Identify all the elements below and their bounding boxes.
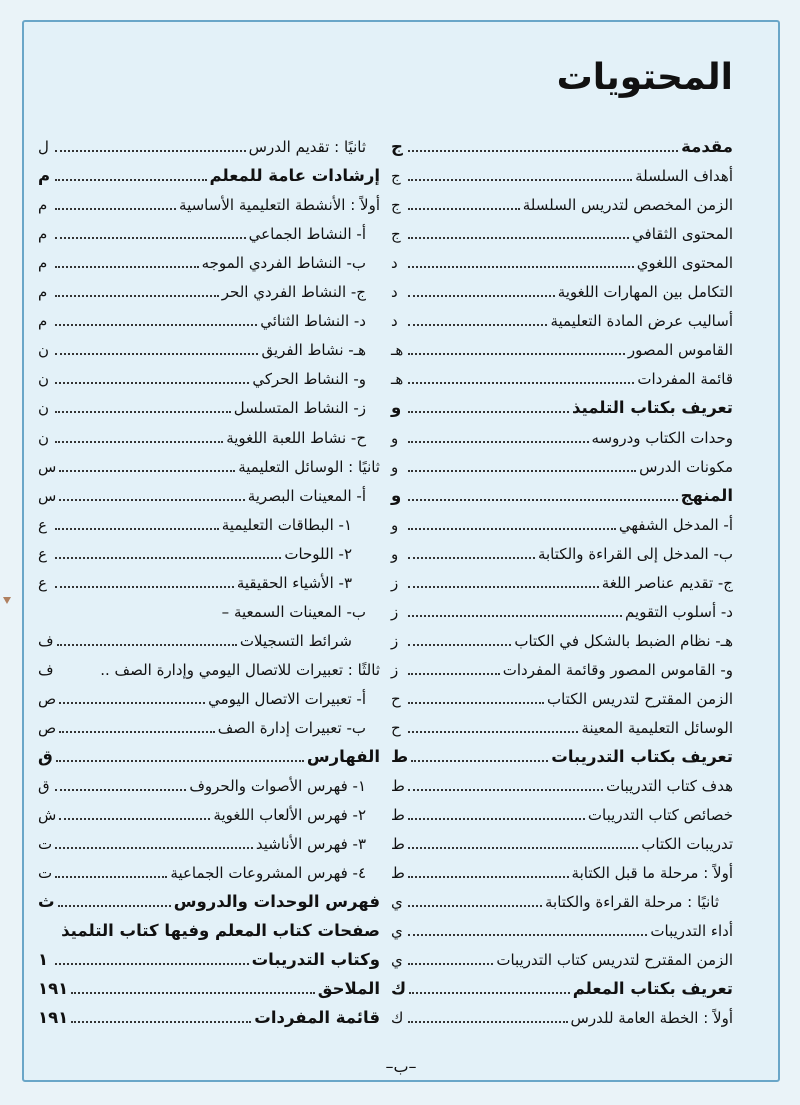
toc-entry-label: ثانيًا : الوسائل التعليمية: [238, 457, 380, 476]
toc-entry-label: هدف كتاب التدريبات: [605, 777, 733, 796]
toc-entry-label: أولاً : مرحلة ما قبل الكتابة: [571, 864, 733, 883]
toc-entry-page: م: [38, 225, 48, 244]
toc-entry-label: تعريف بكتاب المعلم: [572, 979, 733, 999]
toc-entry-label: أ- النشاط الجماعي: [248, 225, 366, 244]
toc-entry-label: تعريف بكتاب التلميذ: [571, 398, 733, 418]
toc-leader-dots: [408, 731, 578, 733]
toc-leader-dots: [55, 353, 258, 355]
toc-leader-dots: [408, 818, 585, 820]
toc-entry: [391, 942, 733, 971]
toc-entry: [38, 216, 380, 245]
toc-entry: [38, 884, 380, 913]
toc-leader-dots: [409, 992, 570, 994]
toc-leader-dots: [408, 963, 493, 965]
toc-entry: [38, 1000, 380, 1029]
toc-entry-page: و: [391, 515, 399, 534]
toc-entry-label: د- النشاط الثنائي: [260, 312, 366, 331]
toc-leader-dots: [55, 441, 223, 443]
toc-entry-label: مكونات الدرس: [639, 457, 733, 476]
toc-entry: [391, 361, 733, 390]
toc-entry-label: ج- النشاط الفردي الحر: [221, 283, 366, 302]
toc-leader-dots: [408, 557, 535, 559]
toc-entry: [391, 390, 733, 419]
toc-entry-page: ي: [391, 922, 403, 941]
toc-entry: [38, 826, 380, 855]
toc-entry-page: ط: [391, 747, 409, 767]
toc-leader-dots: [408, 237, 629, 239]
toc-entry: [391, 739, 733, 768]
toc-entry: [38, 855, 380, 884]
toc-leader-dots: [56, 760, 304, 762]
toc-leader-dots: [408, 441, 589, 443]
toc-leader-dots: [59, 818, 210, 820]
toc-entry-label: وحدات الكتاب ودروسه: [591, 428, 733, 447]
toc-entry-label: ١- البطاقات التعليمية: [221, 515, 352, 534]
toc-entry-label: المحتوى اللغوي: [636, 254, 733, 273]
toc-leader-dots: [55, 789, 186, 791]
toc-entry-page: د: [391, 312, 398, 331]
toc-entry-label: و- النشاط الحركي: [252, 370, 366, 389]
toc-entry-page: ث: [38, 892, 55, 912]
toc-entry-page: ك: [391, 979, 407, 999]
toc-entry-label: إرشادات عامة للمعلم: [209, 166, 380, 186]
toc-entry-page: ن: [38, 370, 50, 389]
toc-entry-page: ق: [38, 777, 50, 796]
toc-entry-page: ف: [38, 631, 54, 650]
toc-left-column: [38, 129, 380, 1029]
toc-entry-page: م: [38, 166, 51, 186]
toc-entry-label: ب- المدخل إلى القراءة والكتابة: [537, 544, 733, 563]
toc-leader-dots: [55, 295, 219, 297]
toc-entry-label: ب- النشاط الفردي الموجه: [201, 254, 366, 273]
toc-entry: [391, 565, 733, 594]
toc-entry: [391, 303, 733, 332]
toc-entry-label: الملاحق: [317, 979, 380, 999]
toc-leader-dots: [55, 382, 249, 384]
toc-entry-label: أداء التدريبات: [650, 922, 733, 941]
toc-leader-dots: [58, 905, 171, 907]
toc-entry: [391, 536, 733, 565]
toc-entry-page: س: [38, 457, 57, 476]
toc-leader-dots: [408, 615, 622, 617]
toc-entry-label: هـ- نظام الضبط بالشكل في الكتاب: [514, 631, 733, 650]
toc-entry-label: ح- نشاط اللعبة اللغوية: [226, 428, 366, 447]
toc-leader-dots: [408, 411, 569, 413]
toc-entry: [391, 216, 733, 245]
toc-entry-label: خصائص كتاب التدريبات: [587, 806, 733, 825]
toc-leader-dots: [408, 208, 520, 210]
margin-mark-icon: [3, 597, 11, 604]
toc-entry-page: ز: [391, 573, 399, 592]
toc-entry: [38, 507, 380, 536]
toc-leader-dots: [55, 557, 281, 559]
toc-entry-label: تعريف بكتاب التدريبات: [551, 747, 733, 767]
toc-entry: [38, 245, 380, 274]
toc-leader-dots: [408, 644, 511, 646]
toc-leader-dots: [408, 586, 599, 588]
toc-entry-page: م: [38, 312, 48, 331]
toc-entry-page: ك: [391, 1009, 404, 1028]
toc-entry-page: م: [38, 283, 48, 302]
toc-leader-dots: [408, 905, 542, 907]
toc-entry-label: ٢- فهرس الألعاب اللغوية: [213, 806, 366, 825]
toc-entry-label: ز- النشاط المتسلسل: [233, 399, 366, 418]
toc-leader-dots: [59, 499, 244, 501]
toc-entry-label: أولاً : الأنشطة التعليمية الأساسية: [179, 196, 380, 215]
toc-entry: [391, 1000, 733, 1029]
toc-entry-label: مقدمة: [681, 137, 733, 157]
toc-entry-label: ثانيًا : مرحلة القراءة والكتابة: [545, 893, 719, 912]
toc-entry: [391, 129, 733, 158]
toc-entry-label: فهرس الوحدات والدروس: [173, 892, 380, 912]
page-number: –ب–: [385, 1057, 417, 1076]
toc-entry: [38, 129, 380, 158]
toc-entry-page: ع: [38, 573, 47, 592]
toc-entry-page: و: [391, 428, 399, 447]
toc-entry-page: م: [38, 254, 48, 273]
toc-entry: [391, 478, 733, 507]
toc-leader-dots: [55, 324, 257, 326]
toc-entry-label: الوسائل التعليمية المعينة: [581, 718, 733, 737]
toc-entry-label: قائمة المفردات: [637, 370, 733, 389]
toc-entry: [38, 797, 380, 826]
toc-entry-label: ٣- فهرس الأناشيد: [255, 835, 366, 854]
toc-leader-dots: [55, 179, 207, 181]
toc-entry-page: ع: [38, 515, 47, 534]
toc-entry-label: د- أسلوب التقويم: [625, 602, 733, 621]
toc-entry-label: الزمن المقترح لتدريس كتاب التدريبات: [496, 951, 733, 970]
toc-entry: [38, 332, 380, 361]
toc-leader-dots: [408, 150, 678, 152]
toc-entry-page: و: [391, 398, 402, 418]
toc-entry: [391, 855, 733, 884]
toc-entry-label: و- القاموس المصور وقائمة المفردات: [502, 660, 733, 679]
toc-entry: [391, 449, 733, 478]
toc-entry-label: الزمن المخصص لتدريس السلسلة: [522, 196, 733, 215]
toc-entry: [391, 419, 733, 448]
toc-entry: [38, 768, 380, 797]
toc-entry: [391, 681, 733, 710]
toc-entry: [38, 710, 380, 739]
toc-leader-dots: [408, 876, 569, 878]
toc-entry: [38, 913, 380, 942]
toc-entry: [391, 158, 733, 187]
toc-entry: [38, 942, 380, 971]
toc-entry-page: ش: [38, 806, 57, 825]
toc-entry: [391, 652, 733, 681]
toc-entry: [391, 826, 733, 855]
toc-entry: [391, 768, 733, 797]
toc-leader-dots: [408, 789, 603, 791]
toc-leader-dots: [59, 470, 235, 472]
toc-entry: [38, 274, 380, 303]
toc-leader-dots: [408, 499, 678, 501]
toc-entry-label: قائمة المفردات: [254, 1008, 380, 1028]
toc-entry-page: ن: [38, 399, 50, 418]
toc-leader-dots: [408, 179, 632, 181]
toc-entry-label: ٢- اللوحات: [284, 544, 352, 563]
toc-entry: [38, 623, 380, 652]
toc-entry: [391, 623, 733, 652]
toc-entry-page: و: [391, 457, 399, 476]
toc-entry-page: س: [38, 486, 57, 505]
toc-leader-dots: [411, 760, 548, 762]
toc-entry-label: وكتاب التدريبات: [251, 950, 380, 970]
toc-leader-dots: [408, 1021, 568, 1023]
toc-entry-page: ت: [38, 835, 53, 854]
toc-leader-dots: [55, 963, 249, 965]
toc-leader-dots: [408, 470, 636, 472]
toc-entry-page: ج: [391, 167, 401, 186]
toc-entry-page: م: [38, 196, 48, 215]
toc-entry-label: التكامل بين المهارات اللغوية: [557, 283, 733, 302]
toc-entry-page: ق: [38, 747, 53, 767]
toc-leader-dots: [55, 411, 231, 413]
toc-entry-label: أ- المدخل الشفهي: [618, 515, 733, 534]
toc-entry: [38, 536, 380, 565]
toc-entry-page: ع: [38, 544, 47, 563]
toc-entry: [38, 681, 380, 710]
toc-entry-label: المحتوى الثقافي: [632, 225, 733, 244]
toc-entry-label: ٣- الأشياء الحقيقية: [236, 573, 352, 592]
toc-entry-page: و: [391, 485, 402, 505]
page-title: المحتويات: [556, 57, 733, 98]
toc-entry-label: شرائط التسجيلات: [239, 631, 352, 650]
toc-entry-label: أولاً : الخطة العامة للدرس: [570, 1009, 733, 1028]
toc-entry-page: ح: [391, 718, 401, 737]
toc-leader-dots: [55, 847, 253, 849]
toc-entry-page: ١: [38, 950, 49, 970]
toc-entry-label: ج- تقديم عناصر اللغة: [601, 573, 733, 592]
toc-entry-label: صفحات كتاب المعلم وفيها كتاب التلميذ: [61, 921, 380, 941]
toc-leader-dots: [55, 237, 246, 239]
toc-leader-dots: [55, 528, 219, 530]
toc-entry-label: أ- المعينات البصرية: [247, 486, 366, 505]
toc-entry: [391, 507, 733, 536]
toc-entry: [391, 594, 733, 623]
toc-entry-page: ت: [38, 864, 53, 883]
toc-entry-label: ب- تعبيرات إدارة الصف: [217, 718, 366, 737]
toc-entry-label: ثالثًا : تعبيرات للاتصال اليومي وإدارة الصف ..: [100, 660, 380, 679]
toc-entry-label: ثانيًا : تقديم الدرس: [248, 138, 366, 157]
toc-leader-dots: [408, 353, 625, 355]
toc-entry: [38, 419, 380, 448]
toc-leader-dots: [55, 208, 176, 210]
toc-entry-label: ١- فهرس الأصوات والحروف: [189, 777, 366, 796]
toc-entry: [38, 187, 380, 216]
toc-entry: [391, 245, 733, 274]
toc-entry: [391, 274, 733, 303]
toc-leader-dots: [55, 150, 246, 152]
toc-entry-label: الفهارس: [306, 747, 380, 767]
toc-leader-dots: [71, 1021, 251, 1023]
toc-entry-page: ز: [391, 602, 399, 621]
toc-leader-dots: [57, 644, 237, 646]
toc-entry: [38, 594, 380, 623]
toc-leader-dots: [55, 586, 234, 588]
toc-leader-dots: [408, 266, 634, 268]
toc-entry-page: د: [391, 283, 398, 302]
toc-entry-page: ز: [391, 660, 399, 679]
toc-entry-page: و: [391, 544, 399, 563]
toc-entry-page: ج: [391, 225, 401, 244]
toc-entry-label: أ- تعبيرات الاتصال اليومي: [208, 689, 366, 708]
toc-entry: [38, 361, 380, 390]
toc-entry-page: ن: [38, 428, 50, 447]
toc-entry-page: ح: [391, 689, 401, 708]
toc-entry: [391, 913, 733, 942]
toc-right-column: [391, 129, 733, 1029]
toc-entry-page: ز: [391, 631, 399, 650]
toc-leader-dots: [59, 731, 215, 733]
toc-entry-page: ن: [38, 341, 50, 360]
toc-entry: [38, 478, 380, 507]
toc-entry: [391, 884, 733, 913]
toc-leader-dots: [71, 992, 315, 994]
toc-entry-page: ج: [391, 196, 401, 215]
toc-leader-dots: [59, 702, 205, 704]
toc-entry-page: ١٩١: [38, 979, 69, 999]
toc-entry-label: القاموس المصور: [627, 341, 733, 360]
toc-entry: [391, 710, 733, 739]
toc-entry-page: ط: [391, 835, 405, 854]
toc-entry: [38, 971, 380, 1000]
toc-entry-label: هـ- نشاط الفريق: [261, 341, 366, 360]
toc-entry-page: ط: [391, 806, 405, 825]
toc-leader-dots: [408, 673, 500, 675]
toc-entry: [391, 797, 733, 826]
toc-entry: [391, 971, 733, 1000]
toc-entry-page: ١٩١: [38, 1008, 69, 1028]
toc-entry-label: أهداف السلسلة: [635, 167, 733, 186]
toc-entry: [38, 303, 380, 332]
toc-entry-page: ط: [391, 777, 405, 796]
contents-page: [22, 20, 780, 1082]
toc-entry-page: ي: [391, 951, 403, 970]
toc-entry: [38, 158, 380, 187]
toc-entry-page: ص: [38, 718, 57, 737]
toc-entry-page: هـ: [391, 341, 404, 360]
toc-entry: [38, 565, 380, 594]
toc-entry-label: تدريبات الكتاب: [641, 835, 733, 854]
toc-entry: [38, 449, 380, 478]
toc-entry-page: ط: [391, 864, 405, 883]
toc-leader-dots: [55, 876, 167, 878]
toc-leader-dots: [55, 266, 199, 268]
toc-entry-label: المنهج: [680, 485, 733, 505]
toc-entry-page: ص: [38, 689, 57, 708]
toc-entry: [38, 390, 380, 419]
toc-entry: [391, 187, 733, 216]
toc-leader-dots: [408, 528, 616, 530]
toc-entry-label: الزمن المقترح لتدريس الكتاب: [546, 689, 733, 708]
toc-leader-dots: [408, 324, 547, 326]
toc-entry-label: ب- المعينات السمعية –: [221, 602, 366, 621]
toc-leader-dots: [408, 382, 634, 384]
toc-entry-label: ٤- فهرس المشروعات الجماعية: [170, 864, 366, 883]
toc-entry-page: ي: [391, 893, 403, 912]
toc-entry: [391, 332, 733, 361]
toc-leader-dots: [408, 702, 544, 704]
toc-leader-dots: [408, 295, 555, 297]
toc-entry-page: ل: [38, 138, 49, 157]
toc-leader-dots: [408, 934, 647, 936]
toc-entry-page: د: [391, 254, 398, 273]
toc-leader-dots: [408, 847, 638, 849]
toc-entry-page: ج: [391, 137, 403, 157]
toc-entry: [38, 652, 380, 681]
toc-entry-page: هـ: [391, 370, 404, 389]
toc-entry-page: ف: [38, 660, 54, 679]
toc-entry-label: أساليب عرض المادة التعليمية: [550, 312, 733, 331]
toc-entry: [38, 739, 380, 768]
